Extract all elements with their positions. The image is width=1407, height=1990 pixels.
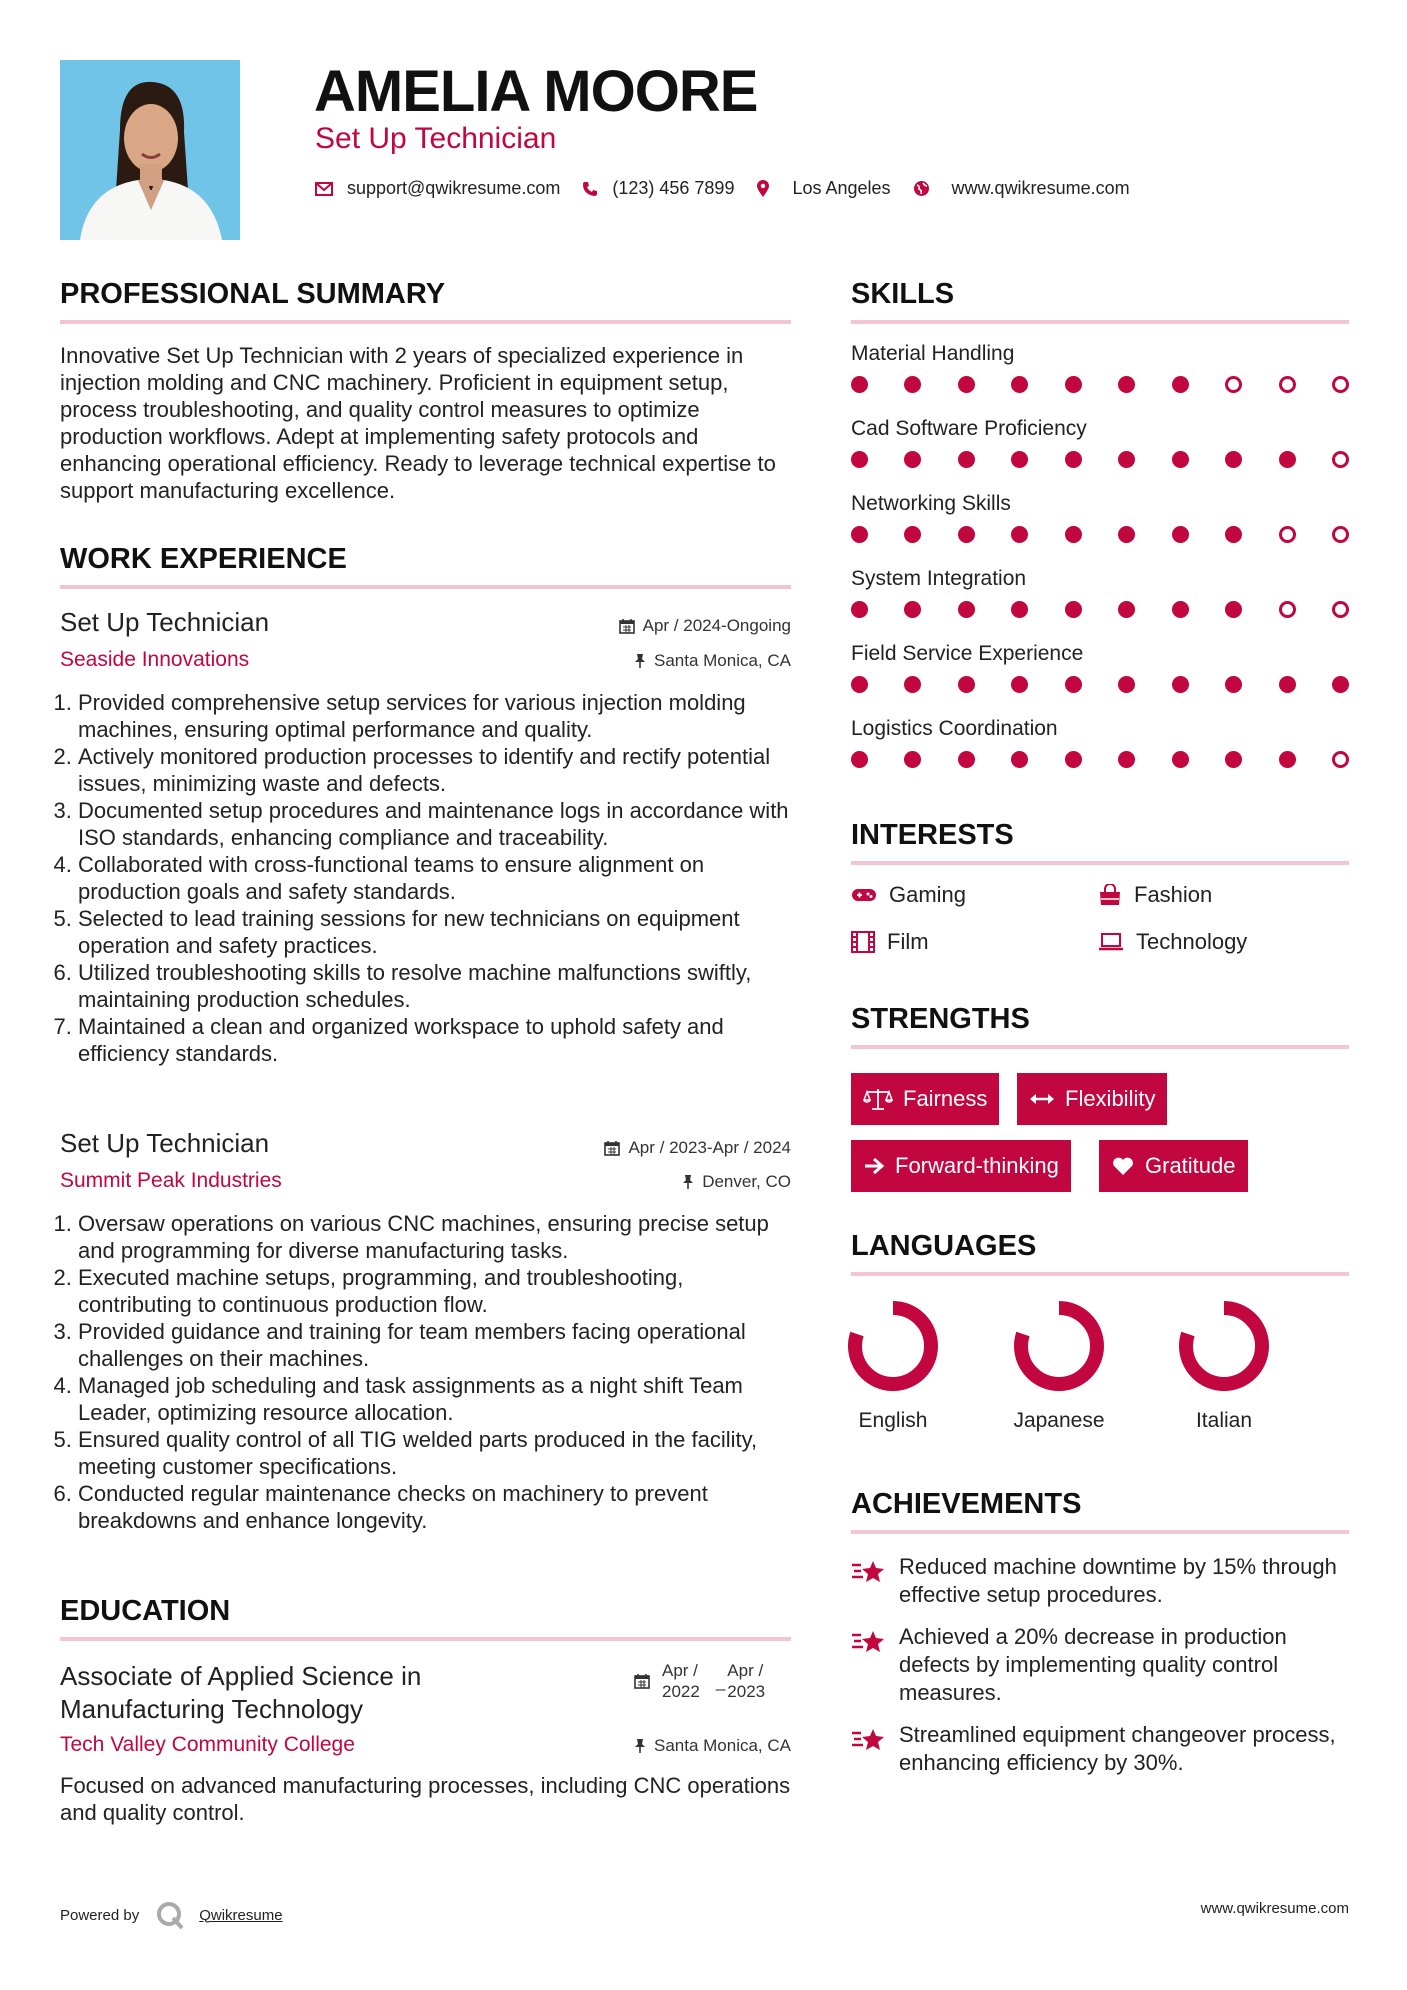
- education-dates: Apr / 2022 _ Apr / 2023: [634, 1660, 765, 1702]
- contact-website[interactable]: [913, 178, 1130, 199]
- education-location: [634, 1736, 791, 1756]
- contact-website-text: www.qwikresume.com: [951, 178, 1130, 198]
- pushpin-icon: [634, 653, 646, 669]
- gamepad-icon: [851, 887, 877, 903]
- rating-dot-filled: [1065, 751, 1082, 768]
- heart-icon: [1111, 1156, 1135, 1176]
- rating-dot-filled: [1225, 676, 1242, 693]
- list-item: 3. Documented setup procedures and maintenance logs in accordance with ISO standards, enhancing compliance and traceability.: [78, 797, 795, 851]
- job-2-bullets: [60, 1210, 795, 1534]
- job-2-company: Summit Peak Industries: [60, 1169, 282, 1192]
- envelope-icon: [315, 182, 333, 196]
- rating-dot-filled: [904, 676, 921, 693]
- interest-fashion: [1098, 882, 1212, 908]
- achievement-1-text: Reduced machine downtime by 15% through effective setup procedures.: [899, 1554, 1337, 1607]
- list-item: 6. Conducted regular maintenance checks on machinery to prevent breakdowns and enhance longevity.: [78, 1480, 795, 1534]
- film-icon: [851, 931, 875, 953]
- list-item: 1. Oversaw operations on various CNC machines, ensuring precise setup and programming for diverse manufacturing tasks.: [78, 1210, 795, 1264]
- rating-dot-filled: [1118, 376, 1135, 393]
- skills-list: [851, 342, 1349, 792]
- laptop-icon: [1098, 932, 1124, 952]
- education-heading: EDUCATION: [60, 1595, 231, 1627]
- interest-gaming-label: Gaming: [889, 882, 967, 907]
- rating-dot-filled: [1011, 601, 1028, 618]
- rating-dot-filled: [1332, 676, 1349, 693]
- achievement-3-text: Streamlined equipment changeover process, enhancing efficiency by 30%.: [899, 1722, 1336, 1775]
- rating-dot-filled: [851, 601, 868, 618]
- language-ring: [845, 1298, 941, 1394]
- rating-dot-filled: [1172, 376, 1189, 393]
- interests-heading: INTERESTS: [851, 819, 1014, 851]
- interest-technology: [1098, 929, 1247, 955]
- education-location-text: Santa Monica, CA: [653, 1736, 791, 1755]
- candidate-name: AMELIA MOORE: [314, 59, 758, 124]
- calendar-icon: [619, 618, 635, 634]
- degree-line-1: Associate of Applied Science in: [60, 1661, 422, 1691]
- rating-dot-empty: [1279, 526, 1296, 543]
- rating-dot-filled: [958, 676, 975, 693]
- skills-rule: [851, 320, 1349, 324]
- achievement-1: [851, 1553, 1349, 1609]
- education-end-a: Apr /: [727, 1661, 764, 1680]
- rating-dot-filled: [1118, 676, 1135, 693]
- strengths-rule: [851, 1045, 1349, 1049]
- skill-name: Material Handling: [851, 342, 1015, 365]
- job-1-location: [634, 651, 791, 671]
- skill-name: Field Service Experience: [851, 642, 1084, 665]
- phone-icon: [582, 181, 598, 197]
- rating-dot-empty: [1279, 376, 1296, 393]
- rating-dot-empty: [1279, 601, 1296, 618]
- rating-dot-filled: [1118, 601, 1135, 618]
- rating-dot-filled: [1065, 676, 1082, 693]
- interest-gaming: [851, 882, 966, 908]
- rating-dot-filled: [1118, 751, 1135, 768]
- rating-dot-filled: [1065, 601, 1082, 618]
- pushpin-icon: [682, 1174, 694, 1190]
- summary-rule: [60, 320, 791, 324]
- interest-film-label: Film: [887, 929, 929, 954]
- rating-dot-filled: [904, 601, 921, 618]
- skill-rating: [851, 522, 1349, 567]
- list-item: 2. Actively monitored production processes to identify and rectify potential issues, minimizing waste and defects.: [78, 743, 795, 797]
- rating-dot-filled: [1065, 451, 1082, 468]
- education-start-a: Apr /: [662, 1661, 698, 1680]
- strength-forward-thinking: [851, 1140, 1071, 1192]
- calendar-icon: [634, 1673, 650, 1689]
- strength-fairness: [851, 1073, 999, 1125]
- interest-film: [851, 929, 929, 955]
- job-2-date: [604, 1138, 791, 1158]
- job-2-title: Set Up Technician: [60, 1128, 270, 1158]
- qwikresume-logo-icon: [155, 1900, 185, 1930]
- rating-dot-filled: [904, 751, 921, 768]
- education-start-b: 2022: [662, 1682, 700, 1701]
- language-name: Japanese: [1013, 1409, 1105, 1432]
- contact-email[interactable]: [315, 178, 560, 199]
- languages-rule: [851, 1272, 1349, 1276]
- language-name: Italian: [1195, 1409, 1253, 1432]
- rating-dot-filled: [851, 376, 868, 393]
- job-1-date: [619, 616, 791, 636]
- rating-dot-filled: [1118, 526, 1135, 543]
- rating-dot-filled: [958, 376, 975, 393]
- rating-dot-filled: [904, 451, 921, 468]
- school-name: Tech Valley Community College: [60, 1733, 355, 1756]
- shooting-star-icon: [851, 1725, 885, 1753]
- language-item: [994, 1298, 1124, 1433]
- balance-scale-icon: [863, 1087, 893, 1111]
- language-level-arc: [1186, 1308, 1262, 1384]
- contact-location-text: Los Angeles: [792, 178, 891, 198]
- contact-location: [756, 178, 890, 199]
- languages-heading: LANGUAGES: [851, 1230, 1037, 1262]
- education-start: [662, 1660, 700, 1702]
- skills-heading: SKILLS: [851, 278, 955, 310]
- education-rule: [60, 1637, 791, 1641]
- strength-gratitude: [1099, 1140, 1248, 1192]
- contact-email-text: support@qwikresume.com: [347, 178, 561, 198]
- skill-name: Cad Software Proficiency: [851, 417, 1087, 440]
- language-item: [1159, 1298, 1289, 1433]
- language-ring: [1011, 1298, 1107, 1394]
- list-item: 5. Selected to lead training sessions for new technicians on equipment operation and safety practices.: [78, 905, 795, 959]
- skill-rating: [851, 372, 1349, 417]
- rating-dot-filled: [1011, 526, 1028, 543]
- list-item: 3. Provided guidance and training for team members facing operational challenges on their machines.: [78, 1318, 795, 1372]
- strength-flexibility-label: Flexibility: [1065, 1086, 1156, 1111]
- list-item: 4. Managed job scheduling and task assignments as a night shift Team Leader, optimizing resource allocation.: [78, 1372, 795, 1426]
- skill-rating: [851, 447, 1349, 492]
- rating-dot-empty: [1332, 376, 1349, 393]
- interests-rule: [851, 861, 1349, 865]
- arrow-right-icon: [863, 1157, 885, 1175]
- rating-dot-filled: [1279, 751, 1296, 768]
- skill-rating: [851, 597, 1349, 642]
- strength-forward-thinking-label: Forward-thinking: [895, 1153, 1059, 1178]
- rating-dot-filled: [904, 526, 921, 543]
- powered-by-label: Powered by: [60, 1906, 140, 1924]
- strength-gratitude-label: Gratitude: [1145, 1153, 1236, 1178]
- job-1-date-text: Apr / 2024-Ongoing: [642, 616, 791, 635]
- strengths-heading: STRENGTHS: [851, 1003, 1030, 1035]
- language-level-arc: [1021, 1308, 1097, 1384]
- rating-dot-filled: [851, 526, 868, 543]
- rating-dot-filled: [1172, 526, 1189, 543]
- job-1-bullets: [60, 689, 795, 1067]
- rating-dot-filled: [958, 451, 975, 468]
- achievement-2-text: Achieved a 20% decrease in production defects by implementing quality control measures.: [899, 1624, 1287, 1705]
- map-pin-icon: [756, 180, 770, 198]
- rating-dot-filled: [958, 751, 975, 768]
- skill-rating: [851, 672, 1349, 717]
- rating-dot-filled: [1011, 376, 1028, 393]
- rating-dot-filled: [1172, 751, 1189, 768]
- contact-phone[interactable]: [582, 178, 734, 199]
- achievement-3: [851, 1721, 1349, 1777]
- rating-dot-filled: [1225, 751, 1242, 768]
- interest-technology-label: Technology: [1136, 929, 1248, 954]
- contact-bar: [315, 178, 1152, 199]
- summary-text: Innovative Set Up Technician with 2 years of specialized experience in injection molding and CNC machinery. Proficient in equipment setup, process troubleshooting, and quality control measures to optimize production workflows. Adept at implementing safety protocols and enhancing operational efficiency. Ready to leverage technical expertise to support manufacturing excellence.: [60, 343, 776, 503]
- rating-dot-filled: [958, 601, 975, 618]
- rating-dot-empty: [1225, 376, 1242, 393]
- list-item: 7. Maintained a clean and organized workspace to uphold safety and efficiency standards.: [78, 1013, 795, 1067]
- footer-brand-link[interactable]: Qwikresume: [199, 1906, 283, 1924]
- strength-fairness-label: Fairness: [903, 1086, 988, 1111]
- education-end: [727, 1660, 765, 1702]
- rating-dot-filled: [851, 451, 868, 468]
- arrows-horizontal-icon: [1029, 1092, 1055, 1106]
- list-item: 6. Utilized troubleshooting skills to resolve machine malfunctions swiftly, maintaining production schedules.: [78, 959, 795, 1013]
- interest-fashion-label: Fashion: [1134, 882, 1213, 907]
- calendar-icon: [604, 1140, 620, 1156]
- language-level-arc: [855, 1308, 931, 1384]
- rating-dot-empty: [1332, 451, 1349, 468]
- job-2-location-text: Denver, CO: [702, 1172, 791, 1191]
- skill-name: Logistics Coordination: [851, 717, 1058, 740]
- rating-dot-filled: [1065, 526, 1082, 543]
- rating-dot-filled: [1118, 451, 1135, 468]
- globe-icon: [913, 180, 930, 197]
- rating-dot-empty: [1332, 751, 1349, 768]
- rating-dot-filled: [1172, 601, 1189, 618]
- rating-dot-filled: [1279, 676, 1296, 693]
- language-ring: [1176, 1298, 1272, 1394]
- list-item: 4. Collaborated with cross-functional teams to ensure alignment on production goals and safety standards.: [78, 851, 795, 905]
- skill-rating: [851, 747, 1349, 792]
- rating-dot-filled: [904, 376, 921, 393]
- contact-phone-text: (123) 456 7899: [612, 178, 735, 198]
- rating-dot-filled: [1065, 376, 1082, 393]
- footer-site[interactable]: www.qwikresume.com: [1200, 1900, 1349, 1917]
- achievements-rule: [851, 1530, 1349, 1534]
- rating-dot-empty: [1332, 601, 1349, 618]
- rating-dot-filled: [1011, 676, 1028, 693]
- rating-dot-filled: [1172, 451, 1189, 468]
- degree-line-2: Manufacturing Technology: [60, 1694, 364, 1724]
- degree-title: [60, 1660, 421, 1726]
- profile-photo: [60, 60, 240, 240]
- job-2-date-text: Apr / 2023-Apr / 2024: [628, 1138, 791, 1157]
- footer-powered-by: [60, 1900, 283, 1930]
- rating-dot-filled: [1225, 451, 1242, 468]
- work-rule: [60, 585, 791, 589]
- shopping-bag-icon: [1098, 884, 1122, 906]
- achievement-2: [851, 1623, 1349, 1707]
- list-item: 5. Ensured quality control of all TIG welded parts produced in the facility, meeting customer specifications.: [78, 1426, 795, 1480]
- list-item: 1. Provided comprehensive setup services for various injection molding machines, ensuring optimal performance and quality.: [78, 689, 795, 743]
- candidate-title: Set Up Technician: [315, 122, 557, 155]
- list-item: 2. Executed machine setups, programming, and troubleshooting, contributing to continuous production flow.: [78, 1264, 795, 1318]
- rating-dot-filled: [1011, 751, 1028, 768]
- skill-name: System Integration: [851, 567, 1027, 590]
- language-name: English: [858, 1409, 928, 1432]
- summary-heading: PROFESSIONAL SUMMARY: [60, 278, 446, 310]
- rating-dot-filled: [851, 676, 868, 693]
- job-1-title: Set Up Technician: [60, 607, 270, 637]
- rating-dot-filled: [1225, 601, 1242, 618]
- language-item: [828, 1298, 958, 1433]
- rating-dot-filled: [851, 751, 868, 768]
- work-heading: WORK EXPERIENCE: [60, 543, 347, 575]
- achievements-heading: ACHIEVEMENTS: [851, 1488, 1082, 1520]
- education-end-b: 2023: [727, 1682, 766, 1701]
- job-1-company: Seaside Innovations: [60, 648, 250, 671]
- job-2-location: [682, 1172, 791, 1192]
- rating-dot-filled: [1011, 451, 1028, 468]
- rating-dot-filled: [958, 526, 975, 543]
- rating-dot-filled: [1225, 526, 1242, 543]
- job-1-location-text: Santa Monica, CA: [653, 651, 791, 670]
- skill-name: Networking Skills: [851, 492, 1011, 515]
- rating-dot-empty: [1332, 526, 1349, 543]
- rating-dot-filled: [1279, 451, 1296, 468]
- education-description: Focused on advanced manufacturing processes, including CNC operations and quality control.: [60, 1773, 791, 1825]
- shooting-star-icon: [851, 1557, 885, 1585]
- rating-dot-filled: [1172, 676, 1189, 693]
- shooting-star-icon: [851, 1627, 885, 1655]
- pushpin-icon: [634, 1738, 646, 1754]
- strength-flexibility: [1017, 1073, 1167, 1125]
